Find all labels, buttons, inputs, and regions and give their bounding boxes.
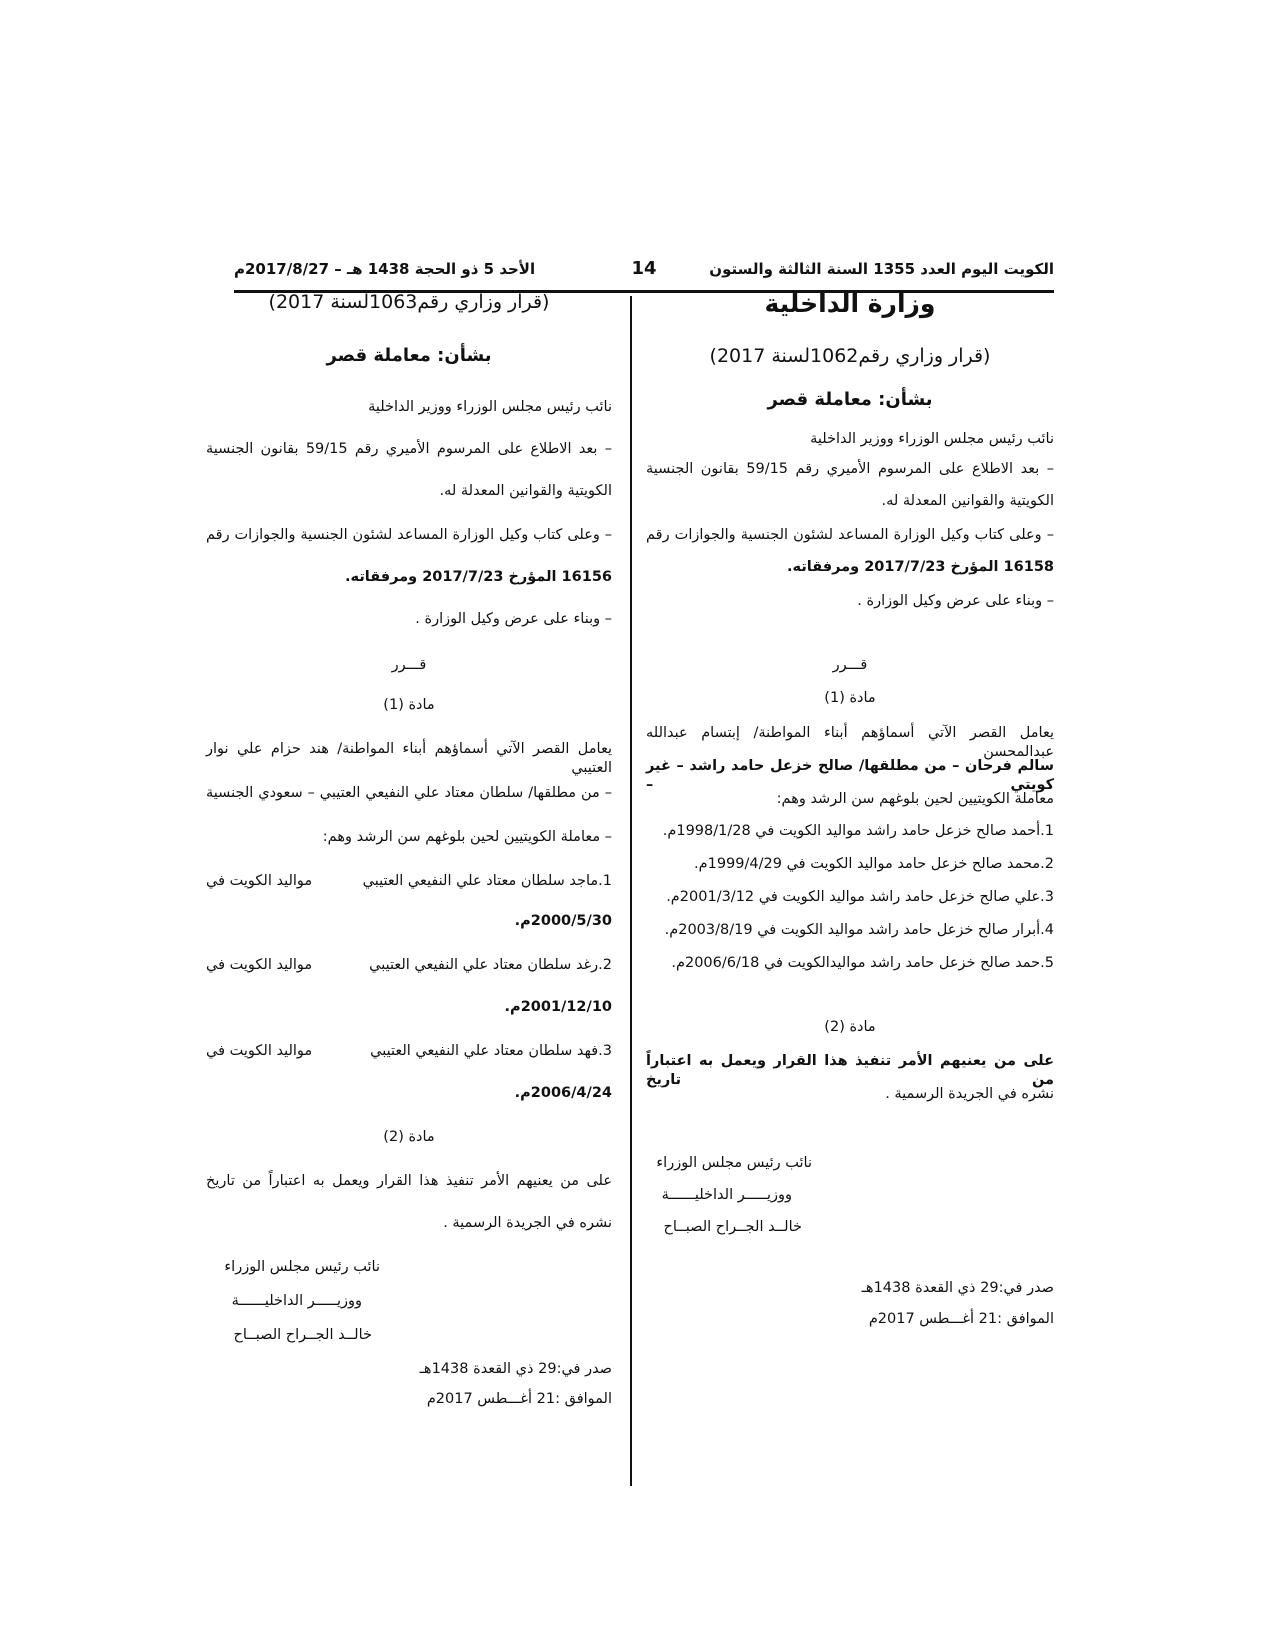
signature-ministry: ووزيـــــر الداخليــــــة [231, 1293, 362, 1309]
child-birthdate: 2000/5/30م. [514, 913, 612, 929]
child-name: 2.رغد سلطان معتاد علي النفيعي العتيبي [369, 957, 612, 973]
preamble-1-line-2: الكويتية والقوانين المعدلة له. [881, 493, 1054, 509]
article-1-heading: مادة (1) [383, 697, 435, 713]
article-1-line-1: يعامل القصر الآتي أسماؤهم أبناء المواطنة/ إبتسام عبدالله عبدالمحسن [646, 725, 1054, 760]
issued-date: صدر في:29 ذي القعدة 1438هـ [419, 1361, 612, 1377]
article-1-line-1: يعامل القصر الآتي أسماؤهم أبناء المواطنة/ هند حزام علي نوار العتيبي [206, 741, 612, 776]
child-entry: 2.محمد صالح خزعل حامد مواليد الكويت في 1999/4/29م. [694, 856, 1054, 872]
page-number: 14 [631, 258, 657, 279]
child-birthplace: مواليد الكويت في [206, 873, 313, 889]
preamble-1-line-2: الكويتية والقوانين المعدلة له. [439, 483, 612, 499]
child-name: 3.فهد سلطان معتاد علي النفيعي العتيبي [370, 1043, 612, 1059]
child-entry: 1.أحمد صالح خزعل حامد راشد مواليد الكويت في 1998/1/28م. [662, 823, 1054, 839]
signature-title: نائب رئيس مجلس الوزراء [224, 1259, 380, 1275]
article-2-line-1: على من يعنيهم الأمر تنفيذ هذا القرار ويعمل به اعتباراً من تاريخ [646, 1053, 1054, 1088]
issued-date: صدر في:29 ذي القعدة 1438هـ [861, 1280, 1054, 1296]
article-1-line-2: – من مطلقها/ سلطان معتاد علي النفيعي العتيبي – سعودي الجنسية [206, 785, 612, 801]
preamble-1-line-1: – بعد الاطلاع على المرسوم الأميري رقم 59/15 بقانون الجنسية [646, 461, 1054, 477]
corresponding-date: الموافق :21 أغـــطس 2017م [868, 1311, 1054, 1327]
signature-ministry: ووزيـــــر الداخليــــــة [661, 1187, 792, 1203]
decree-subject: بشأن: معاملة قصر [326, 345, 492, 366]
article-1-line-3: معاملة الكويتيين لحين بلوغهم سن الرشد وهم: [776, 791, 1054, 807]
corresponding-date: الموافق :21 أغـــطس 2017م [426, 1391, 612, 1407]
child-entry [206, 1042, 612, 1061]
signature-title: نائب رئيس مجلس الوزراء [656, 1155, 812, 1171]
child-entry: 4.أبرار صالح خزعل حامد راشد مواليد الكويت في 2003/8/19م. [664, 922, 1054, 938]
child-entry [206, 956, 612, 975]
signature-name: خالــد الجــراح الصبــاح [663, 1219, 802, 1235]
article-2-line-1: على من يعنيهم الأمر تنفيذ هذا القرار ويعمل به اعتباراً من تاريخ [206, 1173, 612, 1189]
preamble-2-line-2: 16158 المؤرخ 2017/7/23 ومرفقاته. [787, 559, 1054, 575]
preamble-1-line-1: – بعد الاطلاع على المرسوم الأميري رقم 59/15 بقانون الجنسية [206, 441, 612, 457]
child-entry: 5.حمد صالح خزعل حامد راشد مواليدالكويت في 2006/6/18م. [671, 955, 1054, 971]
decree-title-1062: (قرار وزاري رقم1062لسنة 2017) [709, 345, 991, 367]
child-birthdate: 2001/12/10م. [504, 999, 612, 1015]
preamble-3: – وبناء على عرض وكيل الوزارة . [857, 593, 1054, 609]
signature-name: خالــد الجــراح الصبــاح [233, 1327, 372, 1343]
decided-heading: قـــرر [832, 657, 868, 673]
child-birthdate: 2006/4/24م. [514, 1085, 612, 1101]
ministry-title: وزارة الداخلية [764, 289, 936, 318]
child-birthplace: مواليد الكويت في [206, 1043, 313, 1059]
child-name: 1.ماجد سلطان معتاد علي النفيعي العتيبي [362, 873, 612, 889]
decree-subject: بشأن: معاملة قصر [767, 389, 933, 410]
preamble-2-line-1: – وعلى كتاب وكيل الوزارة المساعد لشئون الجنسية والجوازات رقم [206, 527, 612, 543]
preamble-2-line-1: – وعلى كتاب وكيل الوزارة المساعد لشئون الجنسية والجوازات رقم [646, 527, 1054, 543]
article-2-heading: مادة (2) [824, 1019, 876, 1035]
child-entry [206, 872, 612, 891]
header-issue-info: الكويت اليوم العدد 1355 السنة الثالثة والستون [709, 260, 1054, 278]
header-date: الأحد 5 ذو الحجة 1438 هـ – 2017/8/27م [234, 260, 536, 278]
article-1-heading: مادة (1) [824, 690, 876, 706]
child-entry: 3.علي صالح خزعل حامد راشد مواليد الكويت في 2001/3/12م. [666, 889, 1054, 905]
article-1-line-3: – معاملة الكويتيين لحين بلوغهم سن الرشد وهم: [322, 829, 612, 845]
issuer-line: نائب رئيس مجلس الوزراء ووزير الداخلية [810, 431, 1054, 447]
preamble-2-line-2: 16156 المؤرخ 2017/7/23 ومرفقاته. [345, 569, 612, 585]
article-2-line-2: نشره في الجريدة الرسمية . [443, 1215, 612, 1231]
preamble-3: – وبناء على عرض وكيل الوزارة . [415, 611, 612, 627]
decided-heading: قـــرر [391, 657, 427, 673]
child-birthplace: مواليد الكويت في [206, 957, 313, 973]
decree-title-1063: (قرار وزاري رقم1063لسنة 2017) [268, 291, 550, 313]
article-1-line-2: سالم فرحان – من مطلقها/ صالح خزعل حامد راشد – غير كويتي – [646, 758, 1054, 793]
column-divider [630, 296, 632, 1486]
article-2-line-2: نشره في الجريدة الرسمية . [885, 1086, 1054, 1102]
issuer-line: نائب رئيس مجلس الوزراء ووزير الداخلية [368, 399, 612, 415]
article-2-heading: مادة (2) [383, 1129, 435, 1145]
